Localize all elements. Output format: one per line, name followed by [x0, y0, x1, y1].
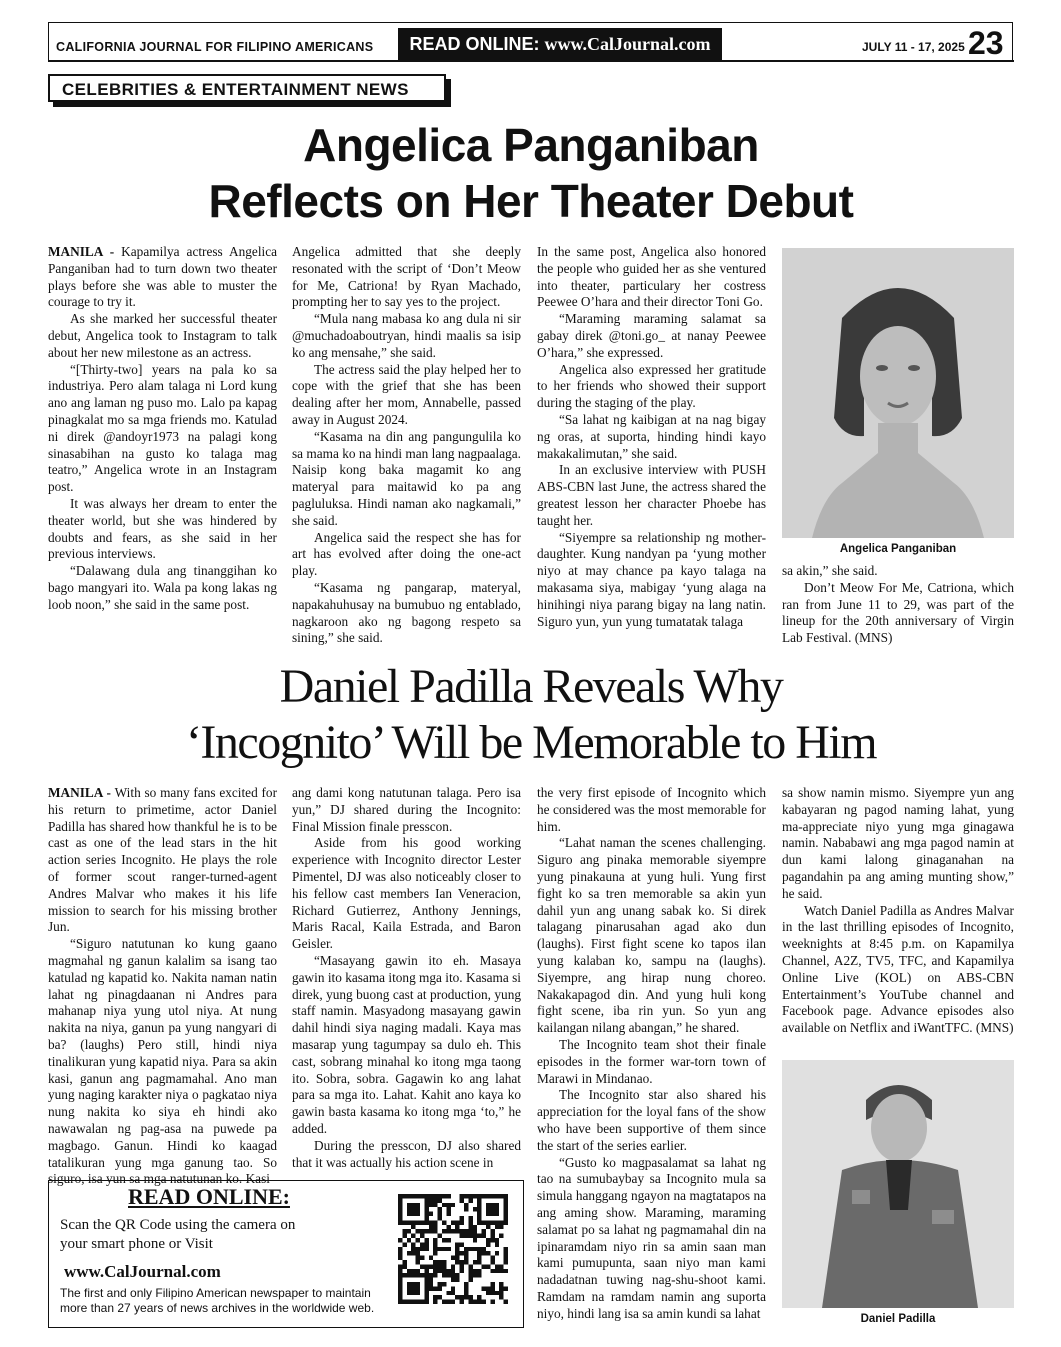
paragraph: “Kasama na din ang pangungulila ko sa mama ko na hindi man lang nagpaalaga. Naisip kong baka magamit ko ang materyal para maitawid ko pa ang pagluluksa. Hindi naman ako nagkamali,” she said.: [292, 428, 521, 528]
publication-name: CALIFORNIA JOURNAL FOR FILIPINO AMERICANS: [56, 40, 374, 54]
qr-code-icon[interactable]: [398, 1194, 508, 1304]
article2-column-1: [48, 785, 277, 1188]
angelica-photo: [782, 248, 1014, 538]
paragraph: The Incognito star also shared his appreciation for the loyal fans of the show who have been supportive of them since the start of the series earlier.: [537, 1087, 766, 1153]
paragraph: the very first episode of Incognito which he considered was the most memorable for him.: [537, 785, 766, 834]
paragraph: ang dami kong natutunan talaga. Pero isa yun,” DJ shared during the Incognito: Final Mission finale presscon.: [292, 785, 521, 834]
read-online-url[interactable]: www.CalJournal.com: [544, 34, 711, 54]
paragraph: The actress said the play helped her to cope with the grief that she has been dealing after her mom, Annabelle, passed away in August 2024.: [292, 361, 521, 427]
article2-headline-line1: Daniel Padilla Reveals Why: [279, 660, 783, 713]
paragraph: In the same post, Angelica also honored the people who guided her as she ventured into theater, particulary her costress Peewee O’hara and their director Toni Go.: [537, 244, 766, 310]
paragraph: “Maraming maraming salamat sa gabay direk @toni.go_ at nanay Peewee O’hara,” she expressed.: [537, 311, 766, 360]
article1-column-1: [48, 244, 277, 614]
dateline: MANILA -: [48, 785, 115, 800]
read-online-box-url[interactable]: www.CalJournal.com: [64, 1262, 221, 1281]
angelica-photo-caption: Angelica Panganiban: [839, 543, 957, 555]
paragraph: “Siyempre sa relationship ng mother-daughter. Kung nandyan pa ‘yung mother niyo at may chance pa kayo talaga na makasama siya, mabigay ‘yung alaga na hinihingi niya parang bigay na lang natin. Siguro yun, yun yung tumatatak talaga: [537, 529, 766, 629]
paragraph: “Mula nang mabasa ko ang dula ni sir @muchadoaboutryan, hindi maalis sa isip ko ang mensahe,” she said.: [292, 311, 521, 360]
paragraph: MANILA - With so many fans excited for his return to primetime, actor Daniel Padilla has shared how thankful he is to be cast as one of the lead stars in the hit action series Incognito. He plays the role of former scout ranger-turned-agent Andres Malvar who makes it his life mission to search for his missing brother Jun.: [48, 785, 277, 935]
read-online-box-title: READ ONLINE:: [128, 1184, 290, 1209]
article1-column-2: [292, 244, 521, 647]
portrait-illustration: [782, 248, 1014, 538]
paragraph: Watch Daniel Padilla as Andres Malvar in the last thrilling episodes of Incognito, weeknights at 8:45 p.m. on Kapamilya Channel, A2Z, TV5, TFC, and Kapamilya Online Live (KOL) on ABS-CBN Entertainment’s YouTube channel and Facebook page. Advance episodes also available on Netflix and iWantTFC. (MNS): [782, 902, 1014, 1036]
read-online-description: The first and only Filipino American newspaper to maintain more than 27 years of news archives in the worldwide web.: [60, 1286, 375, 1315]
paragraph: Angelica said the respect she has for art has evolved after doing the one-act play.: [292, 529, 521, 579]
paragraph: sa akin,” she said.: [782, 563, 878, 578]
qr-code-pattern: [398, 1194, 508, 1304]
paragraph: “Kasama ng pangarap, materyal, napakahuhusay na bumubuo ng entablado, nagkaroon ako ng bagong respeto sa sining,” she said.: [292, 579, 521, 646]
masthead-top-rule: [48, 22, 1012, 23]
paragraph: sa show namin mismo. Siyempre yun ang kabayaran ng pagod naming lahat, yung ma-appreciate niyo yung mga ginagawa namin. Nababawi ang mga pagod namin at dun kami lalong ginaganahan na pagandahin pa ang aming munting show,” he said.: [782, 785, 1014, 901]
paragraph: “Masayang gawin ito eh. Masaya gawin ito kasama itong mga ito. Kasama si direk, yung buong cast at production, yung staff namin. Masyadong masayang gawin dahil hindi siya naging madali. Kaya mas masarap yung tagumpay sa dulo eh. This cast, sobrang minahal ko itong mga taong ito. Sobra, sobra. Gagawin ko ang lahat para sa mga ito. Lahat. Kahit ano kaya ko gawin basta kasama ko itong mga ‘to,” he added.: [292, 952, 521, 1136]
portrait-illustration: [782, 1060, 1014, 1308]
masthead-right-rule: [1012, 22, 1013, 60]
masthead-left-rule: [48, 22, 49, 60]
article1-column-4: [782, 563, 1014, 647]
paragraph: During the presscon, DJ also shared that it was actually his action scene in: [292, 1137, 521, 1170]
page-number: 23: [968, 25, 1004, 61]
paragraph: The Incognito team shot their finale episodes in the former war-torn town of Marawi in Mindanao.: [537, 1036, 766, 1086]
paragraph: “[Thirty-two] years na pala ko sa industriya. Pero alam talaga ni Lord kung ano ang laman ng puso mo. Lalo pa kapag pinagkalat mo sa mga friends mo. Katulad ni direk @andoyr1973 na palagi kong sinasabihan na gusto ko talaga mag teatro,” Angelica wrote in an Instagram post.: [48, 361, 277, 495]
paragraph: “Lahat naman the scenes challenging. Siguro ang pinaka memorable siyempre yung pinakauna at yung huli. Yung first fight ko sa tren memorable sa akin yun dahil yun ang unang sabak ko. Si direk talagang pinarusahan agad ako dun (laughs). First fight scene ko tapos ilan yung kalaban ko, sampu na (laughs). Siyempre, ang hirap nung choreo. Nakakapagod din. And yung huli kong fight scene, iba rin yun. So yun ang kailangan nilang abangan,” he shared.: [537, 835, 766, 1036]
daniel-photo: [782, 1060, 1014, 1308]
dateline: MANILA -: [48, 244, 122, 259]
article2-column-3: [537, 785, 766, 1323]
paragraph: It was always her dream to enter the theater world, but she was hindered by doubts and fears, as she said in her previous interviews.: [48, 495, 277, 562]
article2-column-2: [292, 785, 521, 1171]
paragraph: “Gusto ko magpasalamat sa lahat ng tao na sumubaybay sa Incognito mula sa simula hanggang ngayon na magtatapos na ang aming show. Maraming, maraming salamat po sa lahat ng pagmamahal din na ipinaramdam niyo rin sa amin saan man kami pumupunta, saan niyo man kami nadadatnan tuwing nag-shu-shoot kami. Ramdam na ramdam namin ang suporta niyo, hindi lang isa sa amin kundi sa lahat: [537, 1154, 766, 1321]
paragraph: In an exclusive interview with PUSH ABS-CBN last June, the actress shared the greatest lesson her character Phoebe has taught her.: [537, 462, 766, 528]
article2-column-4: [782, 785, 1014, 1037]
article1-headline-line2: Reflects on Her Theater Debut: [208, 175, 854, 227]
paragraph: Angelica also expressed her gratitude to her friends who showed their support during the staging of the play.: [537, 361, 766, 411]
read-online-instruction: Scan the QR Code using the camera on your smart phone or Visit: [60, 1217, 296, 1252]
paragraph: “Siguro natutunan ko kung gaano magmahal ng ganun kalalim sa isang tao katulad ng kapatid ko. Nakita naman natin lahat ng pinagdaanan ni Andres para mahanap niya yung utol niya. At nung nakita na niya, ganun pa yung nangyari di ba? (laughs) Pero still, hindi niya tinalikuran yung kapatid niya. Para sa akin kasi, ganun ang pagmamahal. Ano man yung naging karakter niya o pagkatao niya nung nakita ko siya eh hindi ako nawawalan ng pag-asa na puwede pa magbago. Ganun. Hindi ko kaagad tatalikuran yung mga ganung tao. So siguro, isa yun sa mga natutunan ko. Kasi: [48, 936, 277, 1187]
paragraph: “Sa lahat ng kaibigan at na nag bigay ng oras, at suporta, hinding hindi kayo makakalimutan,” she said.: [537, 411, 766, 461]
read-online-banner[interactable]: [398, 28, 722, 60]
masthead-bottom-rule: [48, 60, 1014, 62]
issue-date: JULY 11 - 17, 2025: [862, 40, 965, 54]
article2-headline-line2: ‘Incognito’ Will be Memorable to Him: [185, 716, 877, 769]
article1-headline-line1: Angelica Panganiban: [303, 119, 759, 171]
read-online-label: READ ONLINE:: [409, 34, 540, 54]
section-label: CELEBRITIES & ENTERTAINMENT NEWS: [48, 74, 446, 102]
daniel-photo-caption: Daniel Padilla: [860, 1313, 936, 1325]
paragraph: As she marked her successful theater debut, Angelica took to Instagram to talk about her new milestone as an actress.: [48, 311, 277, 360]
paragraph: MANILA - Kapamilya actress Angelica Panganiban had to turn down two theater plays before she was able to muster the courage to try it.: [48, 244, 278, 310]
paragraph: “Dalawang dula ang tinanggihan ko bago mangyari ito. Wala pa kong lakas ng loob noon,” she said in the same post.: [48, 563, 277, 612]
paragraph: Angelica admitted that she deeply resonated with the script of ‘Don’t Meow for Me, Catriona! by Ryan Machado, prompting her to say yes to the project.: [292, 244, 521, 310]
article1-column-3: [537, 244, 766, 630]
paragraph: Don’t Meow For Me, Catriona, which ran from June 11 to 29, was part of the lineup for the 20th anniversary of Virgin Lab Festival. (MNS): [782, 579, 1014, 646]
paragraph: Aside from his good working experience with Incognito director Lester Pimentel, DJ was also noticeably closer to his fellow cast members Ian Veneracion, Richard Gutierrez, Anthony Jennings, Maris Racal, Kaila Estrada, and Baron Geisler.: [292, 835, 521, 952]
